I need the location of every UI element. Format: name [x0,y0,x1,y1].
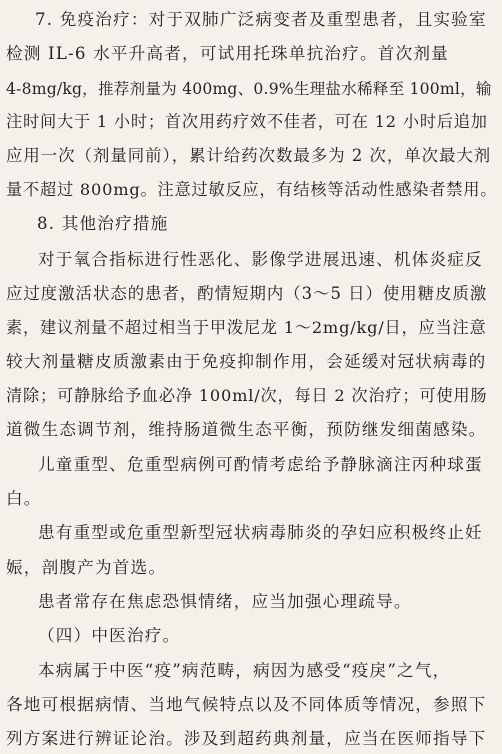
text-line: 应过度激活状态的患者，酌情短期内（3～5 日）使用糖皮质激 [6,284,488,303]
text-line: 儿童重型、危重型病例可酌情考虑给予静脉滴注丙种球蛋 [38,455,483,474]
text-line: 清除；可静脉给予血必净 100ml/次，每日 2 次治疗；可使用肠 [6,386,488,405]
text-line: 对于氧合指标进行性恶化、影像学进展迅速、机体炎症反 [38,250,483,269]
text-line: 7. 免疫治疗：对于双肺广泛病变者及重型患者，且实验室 [35,10,487,29]
text-line: 患者常存在焦虑恐惧情绪，应当加强心理疏导。 [38,592,412,611]
text-line: 本病属于中医“疫”病范畴，病因为感受“疫戾”之气， [38,661,451,680]
section-heading: 8. 其他治疗措施 [37,214,169,233]
text-line: 应用一次（剂量同前），累计给药次数最多为 2 次，单次最大剂 [6,146,492,165]
text-line: 道微生态调节剂，维持肠道微生态平衡，预防继发细菌感染。 [6,420,487,439]
text-line: 素，建议剂量不超过相当于甲泼尼龙 1～2mg/kg/日，应当注意 [6,318,487,337]
text-line: 量不超过 800mg。注意过敏反应，有结核等活动性感染者禁用。 [6,180,498,199]
text-line: 较大剂量糖皮质激素由于免疫抑制作用，会延缓对冠状病毒的 [6,352,487,371]
text-line: 娠，剖腹产为首选。 [6,558,167,577]
text-line: 各地可根据病情、当地气候特点以及不同体质等情况，参照下 [6,695,487,714]
text-line: 患有重型或危重型新型冠状病毒肺炎的孕妇应积极终止妊 [38,523,483,542]
text-line: 检测 IL-6 水平升高者，可试用托珠单抗治疗。首次剂量 [6,44,449,63]
text-line: 列方案进行辨证论治。涉及到超药典剂量，应当在医师指导下 [6,729,487,748]
text-line: 注时间大于 1 小时；首次用药疗效不佳者，可在 12 小时后追加 [6,112,488,131]
text-line: 白。 [6,489,42,508]
section-heading: （四）中医治疗。 [38,626,181,645]
text-line: 4-8mg/kg，推荐剂量为 400mg、0.9%生理盐水稀释至 100ml，输 [6,80,492,98]
